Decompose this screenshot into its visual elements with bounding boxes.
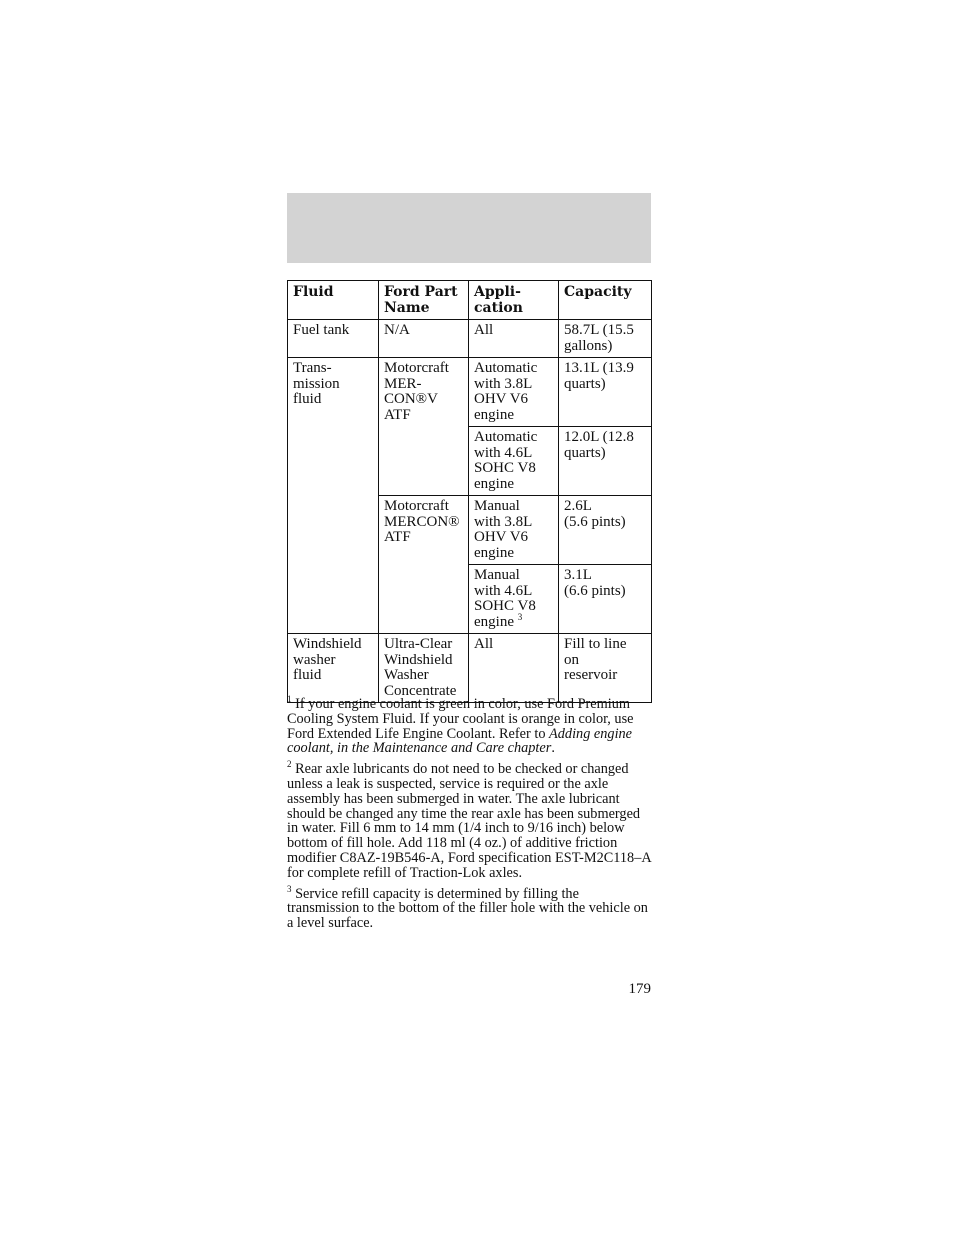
washer-fluid: Windshield washer fluid	[288, 634, 379, 703]
washer-application: All	[469, 634, 559, 703]
chapter-header-bar	[287, 193, 651, 263]
cross-reference: Adding engine coolant, in the Maintenance and Care chapter	[287, 725, 633, 757]
table-row	[288, 634, 652, 703]
header-application: Appli- cation	[469, 281, 559, 320]
washer-part: Ultra-Clear Windshield Washer Concentrate	[379, 634, 469, 703]
transmission-application: Manual with 3.8L OHV V6 engine	[469, 496, 559, 565]
footnote-1	[287, 694, 653, 757]
footnote-text: Rear axle lubricants do not need to be checked or changed unless a leak is suspected, service is required or the axle assembly has been submerged in water. The axle lubricant should be changed any time the rear axle has been submerged in water. Fill 6 mm to 14 mm (1/4 inch to 9/16 inch) below bottom of fill hole. Add 118 ml (4 oz.) of additive friction modifier C8AZ-19B546-A, Ford specification EST-M2C118–A for complete refill of Traction-Lok axles.	[287, 761, 651, 881]
footnote-3	[287, 883, 653, 932]
washer-capacity: Fill to line on reservoir	[559, 634, 652, 703]
footnotes	[287, 694, 653, 937]
transmission-capacity: 13.1L (13.9 quarts)	[559, 358, 652, 427]
header-capacity: Capacity	[559, 281, 652, 320]
transmission-part-mercon-v: Motorcraft MER- CON®V ATF	[379, 358, 469, 496]
fluid-capacities-table	[287, 280, 652, 703]
transmission-capacity: 3.1L (6.6 pints)	[559, 565, 652, 634]
table-row	[288, 358, 652, 427]
fuel-tank-capacity: 58.7L (15.5 gallons)	[559, 320, 652, 358]
transmission-application-cell	[469, 565, 559, 634]
page-number: 179	[628, 981, 651, 997]
transmission-fluid: Trans- mission fluid	[288, 358, 379, 634]
footnote-ref: 3	[517, 611, 523, 622]
transmission-capacity: 2.6L (5.6 pints)	[559, 496, 652, 565]
transmission-application: Manual with 4.6L SOHC V8 engine	[474, 567, 536, 630]
transmission-application: Automatic with 4.6L SOHC V8 engine	[469, 427, 559, 496]
transmission-application: Automatic with 3.8L OHV V6 engine	[469, 358, 559, 427]
footnote-mark: 3	[287, 883, 292, 894]
table-row	[288, 320, 652, 358]
header-fluid: Fluid	[288, 281, 379, 320]
transmission-capacity: 12.0L (12.8 quarts)	[559, 427, 652, 496]
footnote-mark: 1	[287, 694, 292, 704]
table-header-row	[288, 281, 652, 320]
footnote-2	[287, 759, 653, 881]
fuel-tank-part: N/A	[379, 320, 469, 358]
header-ford-part-name: Ford Part Name	[379, 281, 469, 320]
footnote-text: Service refill capacity is determined by filling the transmission to the bottom of the filler hole with the vehicle on a level surface.	[287, 885, 648, 932]
footnote-text: If your engine coolant is green in color, use Ford Premium Cooling System Fluid. If your coolant is orange in color, use Ford Extended Life Engine Coolant. Refer to	[287, 696, 634, 742]
transmission-part-mercon: Motorcraft MERCON® ATF	[379, 496, 469, 634]
fuel-tank-fluid: Fuel tank	[288, 320, 379, 358]
fuel-tank-application: All	[469, 320, 559, 358]
footnote-mark: 2	[287, 759, 292, 770]
footnote-end: .	[551, 740, 555, 757]
